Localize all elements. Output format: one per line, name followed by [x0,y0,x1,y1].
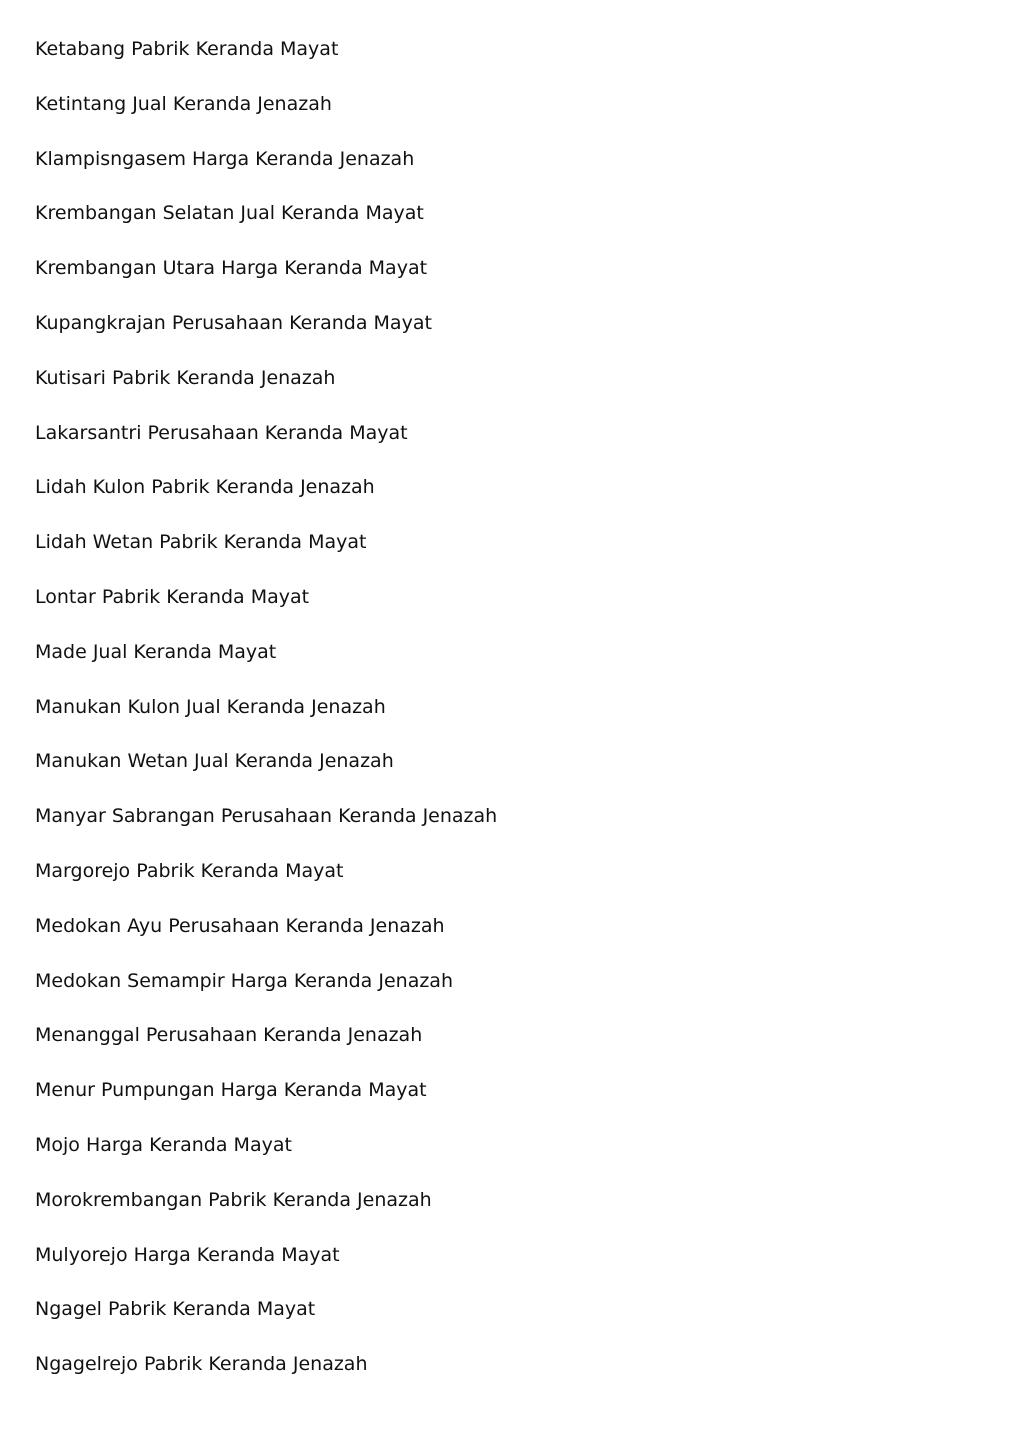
list-item: Manyar Sabrangan Perusahaan Keranda Jenazah [35,805,498,828]
list-item: Menanggal Perusahaan Keranda Jenazah [35,1024,423,1047]
list-item: Manukan Wetan Jual Keranda Jenazah [35,750,394,773]
list-item: Krembangan Utara Harga Keranda Mayat [35,257,428,280]
list-item: Mulyorejo Harga Keranda Mayat [35,1243,340,1266]
list-item: Manukan Kulon Jual Keranda Jenazah [35,695,386,718]
list-item: Morokrembangan Pabrik Keranda Jenazah [35,1188,432,1211]
list-item: Lontar Pabrik Keranda Mayat [35,585,310,608]
list-item: Ngagel Pabrik Keranda Mayat [35,1298,316,1321]
list-item: Made Jual Keranda Mayat [35,640,277,663]
list-item: Lakarsantri Perusahaan Keranda Mayat [35,421,408,444]
list-item: Kutisari Pabrik Keranda Jenazah [35,366,336,389]
list-item: Mojo Harga Keranda Mayat [35,1133,292,1156]
list-item: Medokan Ayu Perusahaan Keranda Jenazah [35,914,445,937]
list-item: Klampisngasem Harga Keranda Jenazah [35,147,415,170]
list-item: Medokan Semampir Harga Keranda Jenazah [35,969,453,992]
list-item: Margorejo Pabrik Keranda Mayat [35,859,344,882]
list-item: Lidah Kulon Pabrik Keranda Jenazah [35,476,375,499]
list-item: Krembangan Selatan Jual Keranda Mayat [35,202,424,225]
list-item: Ketintang Jual Keranda Jenazah [35,92,332,115]
keyword-list [35,36,497,1406]
list-item: Lidah Wetan Pabrik Keranda Mayat [35,531,367,554]
list-item: Kupangkrajan Perusahaan Keranda Mayat [35,311,432,334]
list-item: Menur Pumpungan Harga Keranda Mayat [35,1079,427,1102]
list-item: Ngagelrejo Pabrik Keranda Jenazah [35,1353,368,1376]
list-item: Ketabang Pabrik Keranda Mayat [35,38,339,60]
